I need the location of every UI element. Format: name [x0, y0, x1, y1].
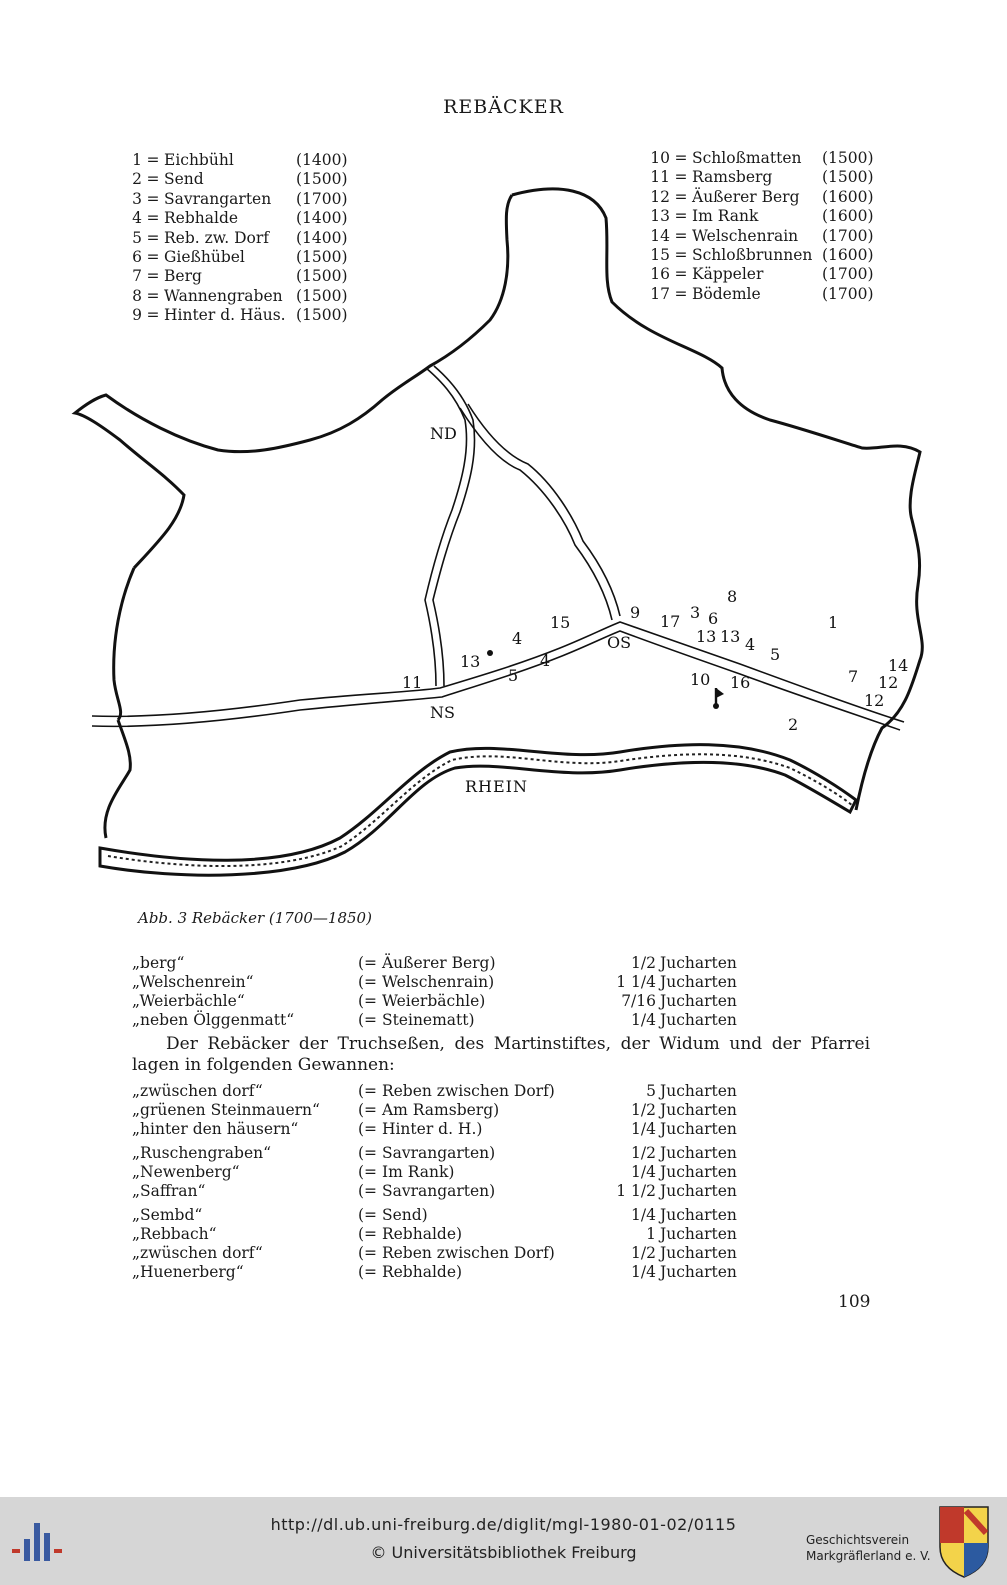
legend-year: (1600): [822, 246, 874, 265]
gewann-amount: 1/4: [631, 1263, 656, 1281]
legend-equals: =: [674, 149, 688, 167]
legend-equals: =: [674, 246, 688, 265]
legend-equals: =: [146, 248, 160, 267]
legend-equals: =: [146, 306, 160, 325]
map-parcel-number: 5: [508, 666, 519, 685]
gewann-unit: Jucharten: [660, 973, 737, 991]
gewann-name: „Saffran“: [132, 1182, 206, 1200]
legend-year: (1400): [296, 151, 348, 169]
gewann-unit: Jucharten: [660, 1225, 737, 1243]
gewann-unit: Jucharten: [660, 1182, 737, 1200]
legend-year: (1400): [296, 228, 348, 247]
road-north-a: [425, 368, 467, 686]
legend-name: Ramsberg: [692, 168, 773, 187]
gewann-amount: 1/2: [631, 954, 656, 972]
society-line-1: Geschichtsverein: [806, 1533, 910, 1547]
legend-name: Käppeler: [692, 265, 764, 284]
coat-of-arms-icon: [936, 1503, 992, 1579]
gewann-amount: 1 1/2: [616, 1182, 656, 1200]
gewann-amount: 1/4: [631, 1163, 656, 1181]
legend-number: 5: [132, 228, 142, 247]
legend-number: 8: [132, 286, 142, 305]
map-parcel-number: 13: [460, 652, 481, 671]
legend-year: (1500): [296, 248, 348, 267]
territory-outline-left: [114, 568, 134, 720]
gewann-equivalent: (= Savrangarten): [358, 1144, 496, 1162]
map-parcel-number: 15: [550, 613, 571, 632]
map-parcel-number: 5: [770, 645, 781, 664]
gewann-unit: Jucharten: [660, 1263, 737, 1281]
legend-number: 11: [650, 168, 670, 187]
map-parcel-number: 13: [696, 627, 717, 646]
map-parcel-number: 4: [745, 635, 756, 654]
gewann-amount: 1/4: [631, 1011, 656, 1029]
gewann-unit: Jucharten: [660, 1101, 737, 1119]
legend-year: (1500): [822, 168, 874, 187]
territory-outline: [75, 189, 922, 838]
gewann-equivalent: (= Rebhalde): [358, 1225, 463, 1243]
legend-number: 6: [132, 248, 142, 267]
legend-equals: =: [674, 226, 688, 245]
map-parcel-number: 12: [878, 673, 899, 692]
legend-name: Im Rank: [692, 207, 759, 226]
gewann-equivalent: (= Welschenrain): [358, 973, 495, 991]
map-parcel-number: 16: [730, 673, 751, 692]
gewann-equivalent: (= Steinematt): [358, 1011, 475, 1029]
legend-equals: =: [674, 168, 688, 187]
legend-year: (1700): [296, 189, 348, 208]
gewann-name: „Rebbach“: [132, 1225, 217, 1243]
legend-number: 9: [132, 306, 142, 325]
legend-equals: =: [146, 170, 160, 189]
legend-name: Berg: [164, 267, 202, 286]
place-rhein: RHEIN: [465, 777, 528, 796]
legend-equals: =: [146, 209, 160, 228]
legend-name: Welschenrain: [692, 226, 799, 245]
legend-equals: =: [674, 187, 688, 206]
legend-equals: =: [674, 207, 688, 226]
map-parcel-number: 6: [708, 609, 719, 628]
legend-number: 12: [650, 187, 670, 206]
road-diag-b: [468, 404, 620, 616]
gewann-equivalent: (= Reben zwischen Dorf): [358, 1244, 555, 1262]
gewann-amount: 1: [646, 1225, 656, 1243]
map-parcel-number: 11: [402, 673, 423, 692]
gewann-name: „Sembd“: [132, 1206, 203, 1224]
legend-number: 17: [650, 284, 670, 303]
footer-copyright: © Universitätsbibliothek Freiburg: [370, 1543, 637, 1562]
gewann-equivalent: (= Hinter d. H.): [358, 1120, 483, 1138]
legend-name: Reb. zw. Dorf: [164, 228, 269, 247]
church-marker: [713, 688, 724, 709]
legend-number: 4: [132, 209, 142, 228]
figure-caption: Abb. 3 Rebäcker (1700—1850): [138, 909, 372, 927]
gewann-name: „grüenen Steinmauern“: [132, 1101, 320, 1119]
legend-equals: =: [146, 151, 160, 169]
gewann-unit: Jucharten: [660, 1163, 737, 1181]
legend-year: (1700): [822, 265, 874, 284]
legend-year: (1600): [822, 207, 874, 226]
gewann-amount: 1/4: [631, 1206, 656, 1224]
gewann-name: „Huenerberg“: [132, 1263, 244, 1281]
rhine-river: [100, 745, 856, 876]
gewann-equivalent: (= Äußerer Berg): [358, 954, 496, 972]
map-parcel-number: 7: [848, 667, 859, 686]
gewann-amount: 1/4: [631, 1120, 656, 1138]
map-parcel-number: 13: [720, 627, 741, 646]
gewann-equivalent: (= Rebhalde): [358, 1263, 463, 1281]
legend-number: 14: [650, 226, 670, 245]
place-os: OS: [607, 633, 632, 652]
gewann-name: „zwüschen dorf“: [132, 1082, 263, 1100]
society-line-2: Markgräflerland e. V.: [806, 1549, 931, 1563]
gewann-equivalent: (= Savrangarten): [358, 1182, 496, 1200]
map-parcel-number: 1: [828, 613, 839, 632]
legend-equals: =: [146, 228, 160, 247]
legend-name: Eichbühl: [164, 151, 234, 169]
map-parcel-number: 10: [690, 670, 711, 689]
rhine-river-hatch: [108, 754, 853, 866]
legend-number: 10: [650, 149, 670, 167]
road-north-b: [433, 366, 475, 686]
gewann-name: „zwüschen dorf“: [132, 1244, 263, 1262]
legend-year: (1500): [296, 267, 348, 286]
gewann-amount: 7/16: [621, 992, 656, 1010]
road-main: [92, 622, 904, 722]
road-diag-a: [460, 408, 612, 620]
legend-year: (1500): [296, 170, 348, 189]
gewann-unit: Jucharten: [660, 1082, 737, 1100]
gewann-unit: Jucharten: [660, 1244, 737, 1262]
legend-name: Schloßbrunnen: [692, 246, 813, 265]
legend-number: 16: [650, 265, 670, 284]
gewann-amount: 1/2: [631, 1101, 656, 1119]
legend-name: Hinter d. Häus.: [164, 306, 286, 325]
paragraph: [132, 1034, 870, 1076]
legend-year: (1600): [822, 187, 874, 206]
gewann-unit: Jucharten: [660, 1120, 737, 1138]
map-parcel-number: 14: [888, 656, 909, 675]
page-title: REBÄCKER: [443, 96, 564, 118]
gewann-name: „Newenberg“: [132, 1163, 240, 1181]
legend-equals: =: [674, 265, 688, 284]
legend-equals: =: [146, 189, 160, 208]
legend-equals: =: [146, 267, 160, 286]
map-parcel-number: 9: [630, 603, 641, 622]
footer-bar: [0, 1497, 1007, 1585]
legend-year: (1500): [822, 149, 874, 167]
legend-number: 13: [650, 207, 670, 226]
gewann-equivalent: (= Im Rank): [358, 1163, 455, 1181]
society-name: [806, 1532, 931, 1564]
map-parcel-number: 12: [864, 691, 885, 710]
legend-name: Wannengraben: [164, 286, 283, 305]
gewann-name: „neben Ölggenmatt“: [132, 1011, 295, 1029]
legend-name: Schloßmatten: [692, 149, 802, 167]
map-parcel-number: 4: [540, 651, 551, 670]
gewann-amount: 1 1/4: [616, 973, 656, 991]
legend-year: (1700): [822, 226, 874, 245]
gewann-equivalent: (= Am Ramsberg): [358, 1101, 500, 1119]
page-number: 109: [838, 1292, 871, 1312]
legend-year: (1500): [296, 306, 348, 325]
gewann-amount: 1/2: [631, 1244, 656, 1262]
place-nd: ND: [430, 424, 457, 443]
legend-name: Gießhübel: [164, 248, 245, 267]
legend-number: 3: [132, 189, 142, 208]
footer-url[interactable]: http://dl.ub.uni-freiburg.de/diglit/mgl-1980-01-02/0115: [270, 1515, 737, 1534]
place-ns: NS: [430, 703, 455, 722]
gewann-name: „Ruschengraben“: [132, 1144, 272, 1162]
map-parcel-number: 8: [727, 587, 738, 606]
gewann-equivalent: (= Send): [358, 1206, 428, 1224]
legend-name: Bödemle: [692, 284, 761, 303]
legend-equals: =: [146, 286, 160, 305]
gewann-equivalent: (= Weierbächle): [358, 992, 486, 1010]
gewann-unit: Jucharten: [660, 1011, 737, 1029]
map-parcel-number: 4: [512, 629, 523, 648]
legend-year: (1400): [296, 209, 348, 228]
paragraph-text: Der Rebäcker der Truchseßen, des Martinstiftes, der Widum und der Pfarrei lagen in folgenden Gewannen:: [132, 1034, 870, 1075]
legend-name: Savrangarten: [164, 189, 272, 208]
legend-equals: =: [674, 284, 688, 303]
gewann-unit: Jucharten: [660, 1206, 737, 1224]
legend-number: 1: [132, 151, 142, 169]
legend-year: (1500): [296, 286, 348, 305]
gewann-equivalent: (= Reben zwischen Dorf): [358, 1082, 555, 1100]
gewann-unit: Jucharten: [660, 1144, 737, 1162]
gewann-name: „berg“: [132, 954, 185, 972]
gewann-name: „Weierbächle“: [132, 992, 245, 1010]
gewann-amount: 5: [646, 1082, 656, 1100]
map-parcel-number: 3: [690, 603, 701, 622]
legend-name: Rebhalde: [164, 209, 239, 228]
legend-name: Äußerer Berg: [692, 187, 800, 206]
map-parcel-number: 17: [660, 612, 681, 631]
legend-name: Send: [164, 170, 204, 189]
legend-number: 7: [132, 267, 142, 286]
legend-number: 2: [132, 170, 142, 189]
legend-year: (1700): [822, 284, 874, 303]
gewann-amount: 1/2: [631, 1144, 656, 1162]
gewann-unit: Jucharten: [660, 954, 737, 972]
map-parcel-number: 2: [788, 715, 799, 734]
legend-number: 15: [650, 246, 670, 265]
gewann-name: „hinter den häusern“: [132, 1120, 299, 1138]
gewann-name: „Welschenrein“: [132, 973, 254, 991]
map-dot-marker: [487, 650, 493, 656]
gewann-unit: Jucharten: [660, 992, 737, 1010]
